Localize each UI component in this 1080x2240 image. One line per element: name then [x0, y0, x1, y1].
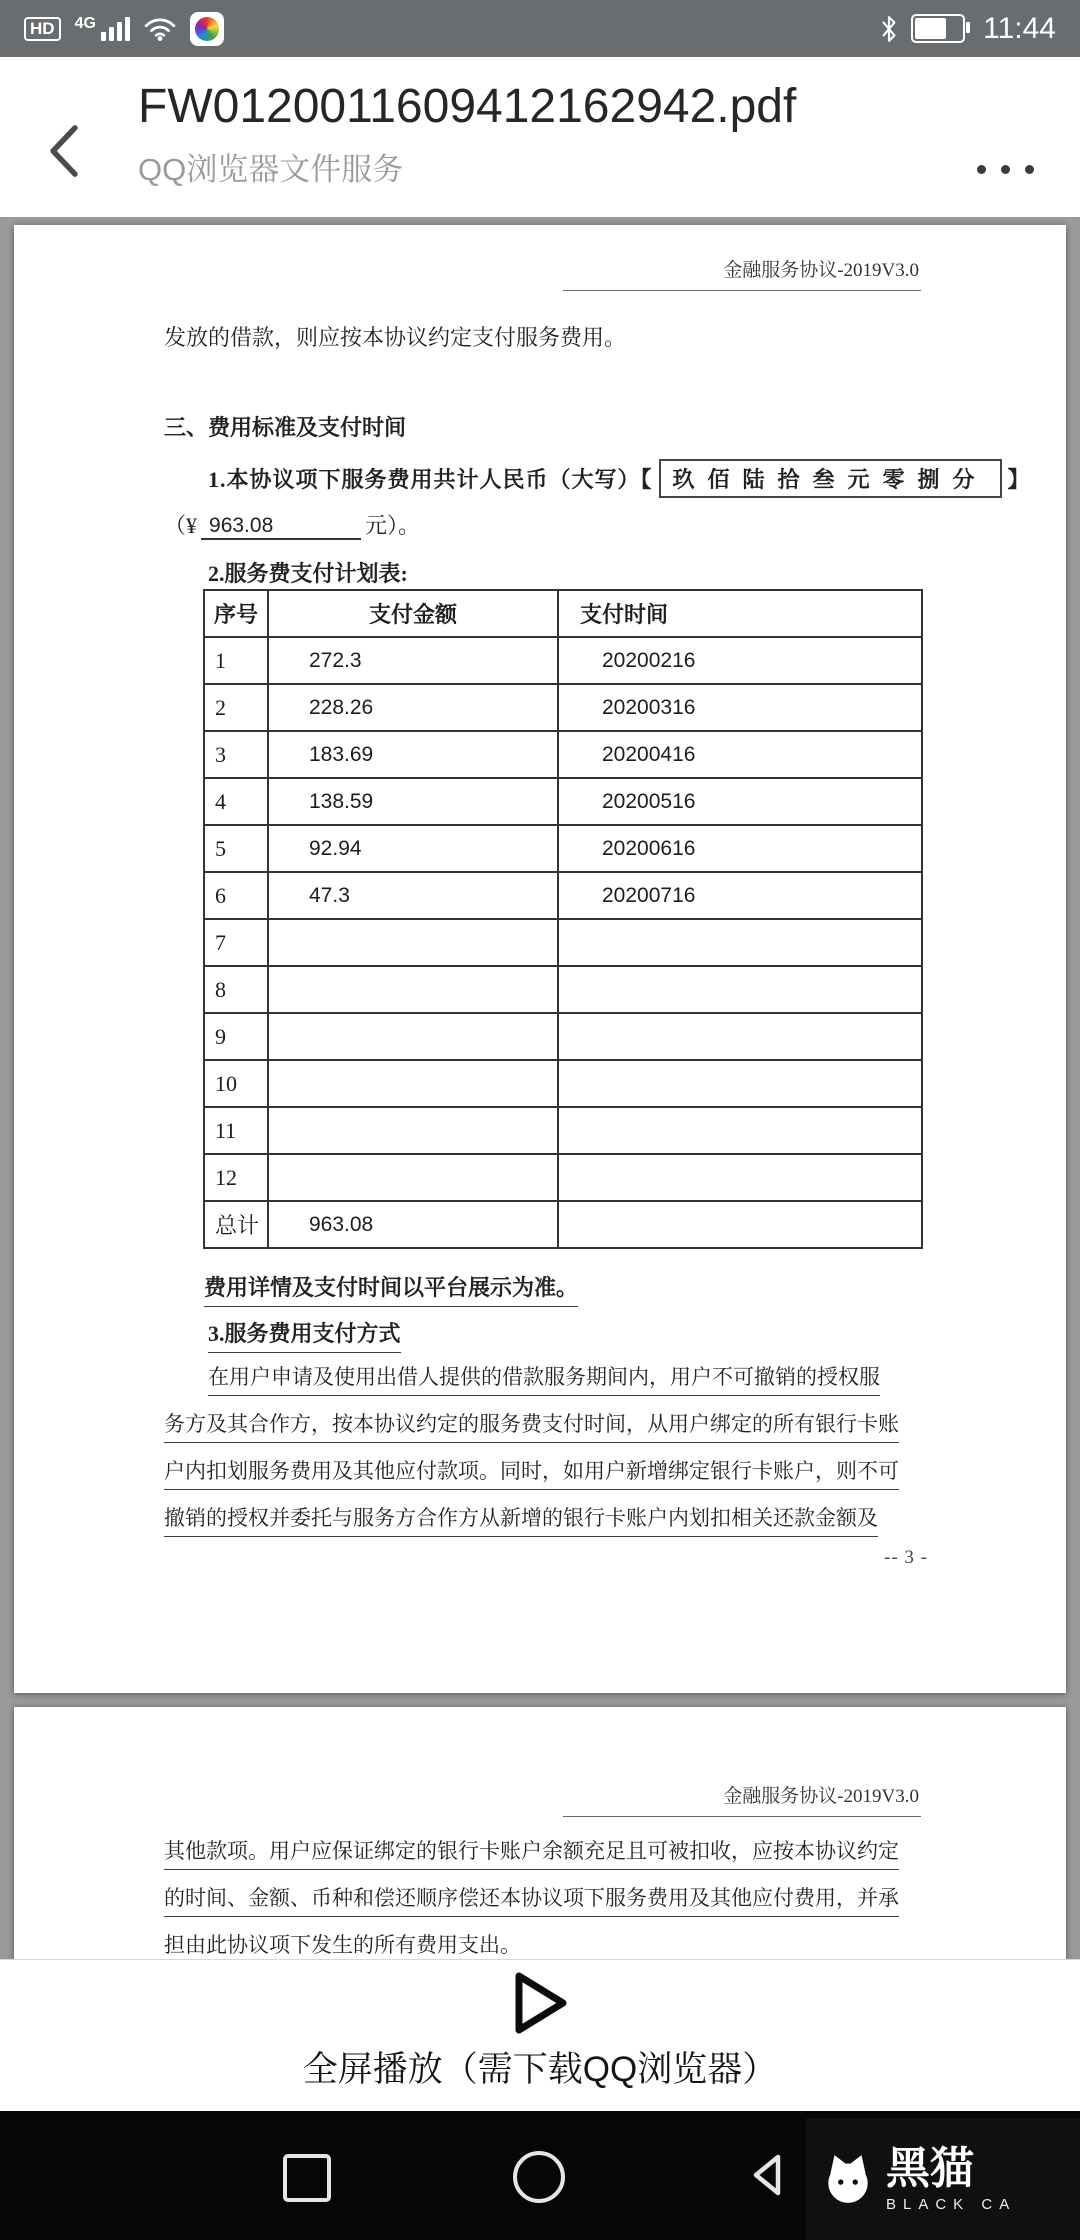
recents-icon[interactable]: [283, 2154, 331, 2202]
back-button[interactable]: [48, 123, 88, 179]
table-row: [204, 966, 922, 1013]
row-index-cell: 2: [204, 684, 268, 731]
row-time-cell: [558, 1201, 922, 1248]
table-row: [204, 778, 922, 825]
row-time-cell: 20200216: [558, 637, 922, 684]
watermark-title: 黑猫: [886, 2143, 974, 2193]
table-row: [204, 825, 922, 872]
doc-note: 费用详情及支付时间以平台展示为准。: [164, 1271, 921, 1302]
row-time-cell: [558, 1107, 922, 1154]
amount-fill-field: [201, 512, 361, 540]
amount-capital-box: 玖佰陆拾叁元零捌分: [659, 459, 1002, 498]
cat-icon: [820, 2151, 876, 2207]
row-index-cell: 3: [204, 731, 268, 778]
clock-label: 11:44: [983, 11, 1056, 45]
table-header-row: [204, 590, 922, 637]
row-amount-cell: [268, 966, 558, 1013]
play-icon[interactable]: [511, 1970, 569, 2036]
row-index-cell: 10: [204, 1060, 268, 1107]
table-row: [204, 1013, 922, 1060]
network-type-label: 4G: [74, 14, 96, 32]
table-row: [204, 919, 922, 966]
pdf-viewer[interactable]: [0, 217, 1080, 2240]
row-time-cell: [558, 1060, 922, 1107]
row-amount-cell: [268, 1013, 558, 1060]
row-time-cell: 20200516: [558, 778, 922, 825]
row-amount-cell: [268, 1154, 558, 1201]
doc-amount-line: （¥ 963.08 元）。: [164, 513, 421, 538]
table-row: [204, 637, 922, 684]
page-number: -- 3 -: [884, 1547, 928, 1568]
doc-clause-1: 1.本协议项下服务费用共计人民币（大写）【 玖佰陆拾叁元零捌分 】: [164, 459, 921, 498]
wifi-icon: [144, 16, 176, 42]
col-header-time: 支付时间: [558, 590, 922, 637]
row-index-cell: 12: [204, 1154, 268, 1201]
table-row: [204, 1201, 922, 1248]
status-bar: [0, 0, 1080, 57]
doc-header: 金融服务协议-2019V3.0: [563, 255, 921, 291]
table-row: [204, 1060, 922, 1107]
row-time-cell: [558, 1013, 922, 1060]
doc-text-line: 在用户申请及使用出借人提供的借款服务期间内，用户不可撤销的授权服: [164, 1361, 921, 1408]
pdf-page-1: [14, 225, 1066, 1693]
doc-text-line: 务方及其合作方，按本协议约定的服务费支付时间，从用户绑定的所有银行卡账: [164, 1408, 921, 1455]
fee-schedule-table: [203, 589, 923, 1249]
back-nav-icon[interactable]: [745, 2151, 793, 2199]
gallery-app-icon: [190, 12, 224, 46]
watermark-subtitle: BLACK CA: [886, 2195, 1017, 2213]
row-amount-cell: [268, 919, 558, 966]
row-index-cell: 1: [204, 637, 268, 684]
row-amount-cell: 272.3: [268, 637, 558, 684]
row-amount-cell: [268, 1107, 558, 1154]
doc-intro-line: 发放的借款，则应按本协议约定支付服务费用。: [164, 325, 627, 350]
file-title: FW0120011609412162942.pdf: [138, 80, 797, 133]
col-header-amount: 支付金额: [268, 590, 558, 637]
row-time-cell: [558, 1154, 922, 1201]
row-amount-cell: 183.69: [268, 731, 558, 778]
row-index-cell: 11: [204, 1107, 268, 1154]
row-index-cell: 9: [204, 1013, 268, 1060]
doc-text-line: 担由此协议项下发生的所有费用支出。: [164, 1929, 921, 1976]
file-subtitle: QQ浏览器文件服务: [138, 152, 404, 187]
doc-clause-2: 2.服务费支付计划表:: [208, 561, 408, 586]
amount-value: 963.08: [209, 514, 274, 537]
status-right: [879, 12, 1056, 46]
doc-paragraph-2: [164, 1835, 921, 1976]
row-time-cell: [558, 966, 922, 1013]
row-index-cell: 总计: [204, 1201, 268, 1248]
row-amount-cell: 92.94: [268, 825, 558, 872]
table-row: [204, 731, 922, 778]
row-amount-cell: 47.3: [268, 872, 558, 919]
row-index-cell: 5: [204, 825, 268, 872]
row-amount-cell: 228.26: [268, 684, 558, 731]
row-index-cell: 4: [204, 778, 268, 825]
row-amount-cell: 963.08: [268, 1201, 558, 1248]
more-options-button[interactable]: [969, 157, 1042, 182]
row-time-cell: 20200316: [558, 684, 922, 731]
row-time-cell: [558, 919, 922, 966]
bluetooth-icon: [879, 15, 899, 43]
signal-icon: [74, 14, 130, 41]
doc-text-line: 其他款项。用户应保证绑定的银行卡账户余额充足且可被扣收，应按本协议约定: [164, 1835, 921, 1882]
header-titles: [138, 79, 960, 189]
battery-icon: [911, 14, 965, 43]
fullscreen-play-label: 全屏播放（需下载QQ浏览器）: [302, 2050, 778, 2089]
watermark-text: [886, 2143, 1017, 2213]
table-row: [204, 1154, 922, 1201]
doc-text-line: 撤销的授权并委托与服务方合作方从新增的银行卡账户内划扣相关还款金额及: [164, 1502, 921, 1549]
hd-icon: HD: [24, 17, 61, 41]
doc-section-title: 三、费用标准及支付时间: [164, 415, 407, 440]
back-chevron-icon: [48, 123, 80, 179]
doc-clause-3: 3.服务费用支付方式: [164, 1317, 921, 1348]
table-row: [204, 684, 922, 731]
table-row: [204, 872, 922, 919]
row-time-cell: 20200416: [558, 731, 922, 778]
row-index-cell: 8: [204, 966, 268, 1013]
doc-paragraph-1: [164, 1361, 921, 1549]
row-index-cell: 6: [204, 872, 268, 919]
blackcat-watermark: [806, 2118, 1080, 2240]
status-left: [24, 12, 224, 46]
doc-text-line: 的时间、金额、币种和偿还顺序偿还本协议项下服务费用及其他应付费用，并承: [164, 1882, 921, 1929]
row-amount-cell: [268, 1060, 558, 1107]
doc-text-line: 户内扣划服务费用及其他应付款项。同时，如用户新增绑定银行卡账户，则不可: [164, 1455, 921, 1502]
row-time-cell: 20200716: [558, 872, 922, 919]
doc-header: 金融服务协议-2019V3.0: [563, 1781, 921, 1817]
row-amount-cell: 138.59: [268, 778, 558, 825]
app-header: [0, 57, 1080, 217]
row-index-cell: 7: [204, 919, 268, 966]
table-row: [204, 1107, 922, 1154]
fullscreen-play-banner[interactable]: [0, 1960, 1080, 2111]
home-icon[interactable]: [513, 2151, 565, 2203]
row-time-cell: 20200616: [558, 825, 922, 872]
col-header-index: 序号: [204, 590, 268, 637]
